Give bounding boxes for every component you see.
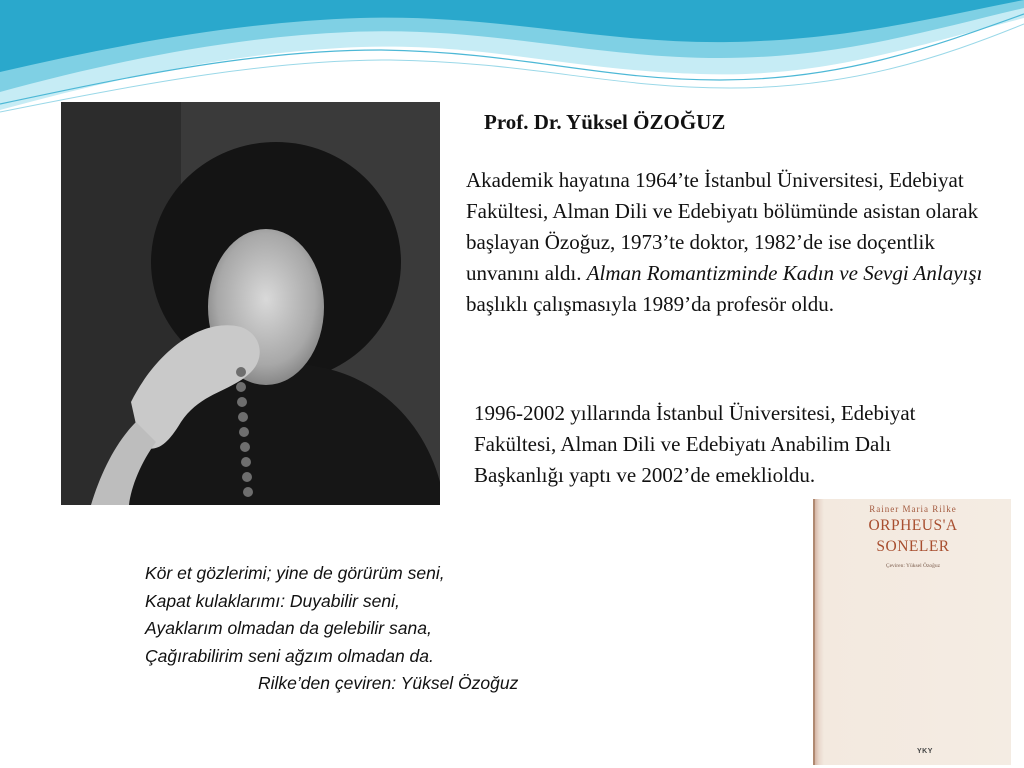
portrait-photo (61, 102, 440, 505)
book-title-italic: Alman Romantizminde Kadın ve Sevgi Anlayışı (586, 261, 983, 285)
poem-line: Ayaklarım olmadan da gelebilir sana, (145, 618, 432, 638)
biography-text-start: Akademik hayatına 1964’te İstanbul Üniversitesi, Edebiyat Fakültesi, Alman Dili ve Edebiyatı bölümünde asistan olarak başlayan Özoğuz, 1973’te doktor, 1982’de ise doçentlik unvanını aldı. (466, 168, 979, 285)
portrait-photo-icon (61, 102, 440, 505)
book-title-line-2: SONELER (876, 538, 950, 555)
biography-paragraph-1 (466, 165, 996, 320)
book-title-line-1: ORPHEUS'A (868, 517, 958, 534)
poem-line: Kapat kulaklarımı: Duyabilir seni, (145, 590, 400, 611)
poem-line: Kör et gözlerimi; yine de görürüm seni, (145, 563, 445, 583)
publisher-logo: YKY (917, 748, 933, 755)
poem-line: Çağırabilirim seni ağzım olmadan da. (145, 645, 434, 666)
biography-paragraph-2: 1996-2002 yıllarında İstanbul Üniversitesi, Edebiyat Fakültesi, Alman Dili ve Edebiyatı Anabilim Dalı Başkanlığı yaptı ve 2002’de emeklioldu. (474, 401, 916, 487)
book-title (815, 515, 1011, 557)
book-author: Rainer Maria Rilke (869, 504, 957, 514)
biography-text-end: başlıklı çalışmasıyla 1989’da profesör oldu. (466, 292, 835, 316)
poem-quote (145, 560, 518, 698)
page-title: Prof. Dr. Yüksel ÖZOĞUZ (484, 110, 726, 134)
book-translator: Çeviren: Yüksel Özoğuz (885, 563, 941, 569)
poem-credit: Rilke’den çeviren: Yüksel Özoğuz (258, 673, 519, 693)
book-cover (813, 499, 1011, 765)
